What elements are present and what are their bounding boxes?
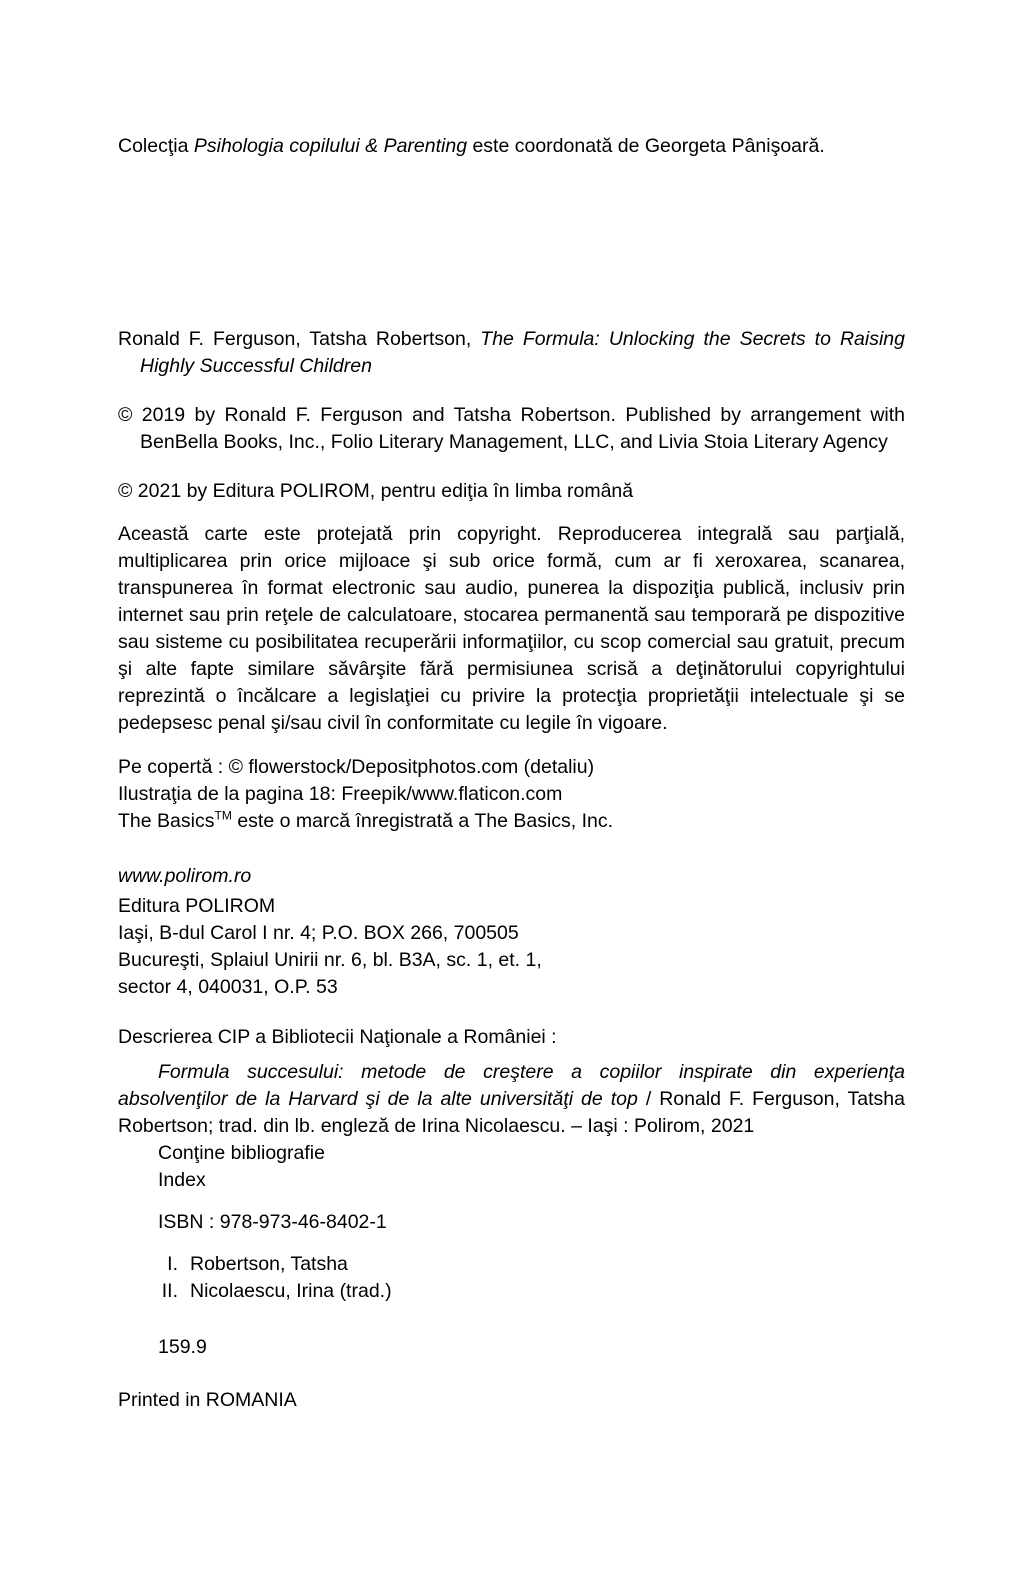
index-entry: [118, 1278, 905, 1305]
printed-in-note: Printed in ROMANIA: [118, 1389, 297, 1411]
collection-series-title: Psihologia copilului & Parenting: [193, 135, 468, 157]
cip-classification: 159.9: [158, 1336, 207, 1358]
copyright-romanian-notice: © 2021 by Editura POLIROM, pentru ediţia în limba română: [118, 480, 634, 502]
rights-notice: Această carte este protejată prin copyright. Reproducerea integrală sau parţială, multiplicarea prin orice mijloace şi sub orice formă, cum ar fi xeroxarea, scanarea, transpunerea în format electronic sau audio, punerea la dispoziţia publică, inclusiv prin internet sau prin reţele de calculatoare, stocarea permanentă sau temporară pe dispozitive sau sisteme cu posibilitatea recuperării informaţiilor, cu scop comercial sau gratuit, precum şi alte fapte similare săvârşite fără permisiunea scrisă a deţinătorului copyrightului reprezintă o încălcare a legislaţiei cu privire la protecţia proprietăţii intelectuale şi se pedepsesc penal şi/sau civil în conformitate cu legile în vigoare.: [118, 523, 905, 734]
cip-heading: Descrierea CIP a Bibliotecii Naţionale a României :: [118, 1026, 557, 1048]
credits-block: [118, 754, 905, 835]
collection-suffix: este coordonată de Georgeta Pânişoară.: [467, 135, 825, 157]
index-entry-number: II.: [161, 1280, 178, 1302]
illustration-credit: Ilustraţia de la pagina 18: Freepik/www.flaticon.com: [118, 783, 563, 805]
index-entry-name: Robertson, Tatsha: [190, 1253, 348, 1275]
cip-note-bibliography: Conţine bibliografie: [158, 1142, 325, 1164]
publisher-name: Editura POLIROM: [118, 895, 276, 917]
original-work-authors: Ronald F. Ferguson, Tatsha Robertson,: [118, 328, 481, 350]
publisher-website: www.polirom.ro: [118, 865, 252, 887]
cip-book-statement: / Ronald F. Ferguson, Tatsha Robertson; trad. din lb. engleză de Irina Nicolaescu. – Iaşi : Polirom, 2021: [118, 1088, 905, 1137]
index-entry-number: I.: [167, 1253, 178, 1275]
cip-description: [118, 1059, 905, 1140]
trademark-symbol: TM: [214, 808, 232, 823]
copyright-original-notice: © 2019 by Ronald F. Ferguson and Tatsha Robertson. Published by arrangement with BenBella Books, Inc., Folio Literary Management, LLC, and Livia Stoia Literary Agency: [118, 404, 905, 453]
cip-index-entries: [118, 1251, 905, 1305]
collection-note: [118, 133, 905, 160]
collection-prefix: Colecţia: [118, 135, 194, 157]
index-entry-name: Nicolaescu, Irina (trad.): [190, 1280, 392, 1302]
isbn: ISBN : 978-973-46-8402-1: [158, 1211, 387, 1233]
trademark-prefix: The Basics: [118, 810, 215, 832]
cover-credit: Pe copertă : © flowerstock/Depositphotos.com (detaliu): [118, 756, 595, 778]
cip-book-title: Formula succesului: metode de creştere a copiilor inspirate din experienţa absolvenţilor de la Harvard şi de la alte universităţi de top: [118, 1061, 905, 1110]
original-work-citation: [118, 326, 905, 380]
trademark-suffix: este o marcă înregistrată a The Basics, Inc.: [231, 810, 614, 832]
original-work-title: The Formula: Unlocking the Secrets to Raising Highly Successful Children: [140, 328, 905, 377]
cip-note-index: Index: [158, 1169, 206, 1191]
trademark-note: [118, 808, 905, 835]
publisher-address-line: Iaşi, B-dul Carol I nr. 4; P.O. BOX 266, 700505: [118, 922, 519, 944]
publisher-address-line: sector 4, 040031, O.P. 53: [118, 976, 338, 998]
publisher-block: [118, 893, 905, 1001]
index-entry: [118, 1251, 905, 1278]
publisher-address-line: Bucureşti, Splaiul Unirii nr. 6, bl. B3A, sc. 1, et. 1,: [118, 949, 542, 971]
